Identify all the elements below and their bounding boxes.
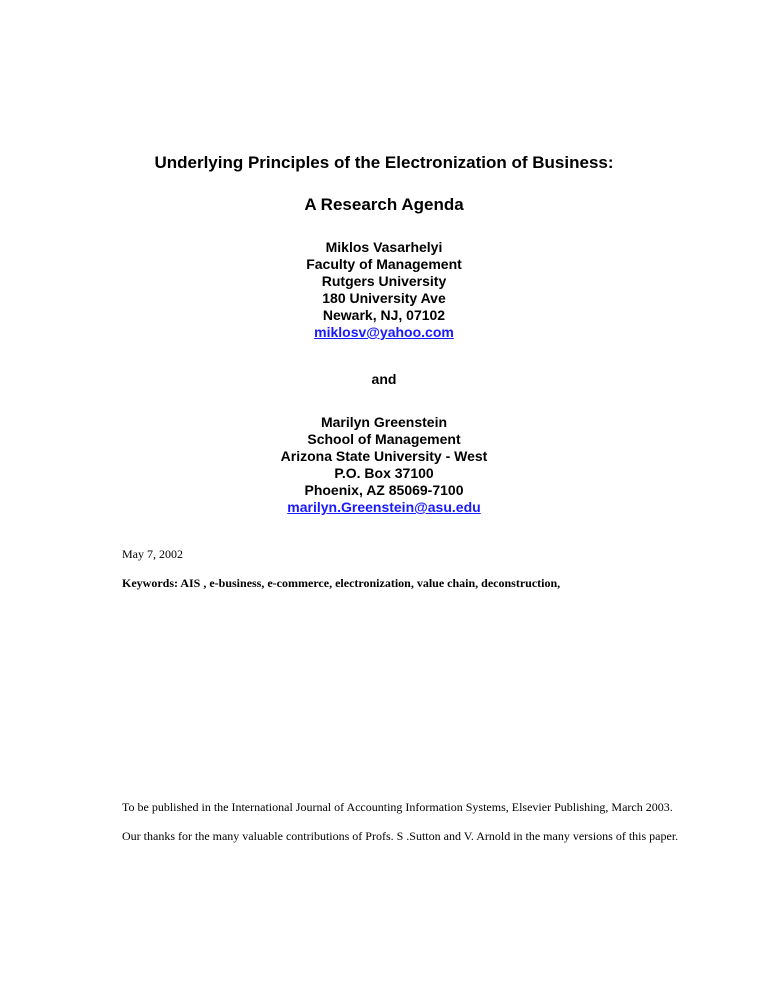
publication-note: To be published in the International Journal of Accounting Information Systems, Elsevier Publishing, March 2003.	[122, 800, 673, 814]
paper-title: Underlying Principles of the Electronization of Business:	[154, 153, 614, 172]
author-email-link[interactable]: marilyn.Greenstein@asu.edu	[287, 499, 481, 515]
author-department: School of Management	[307, 431, 461, 447]
author-block-2	[0, 414, 768, 516]
acknowledgements: Our thanks for the many valuable contributions of Profs. S .Sutton and V. Arnold in the many versions of this paper.	[122, 829, 679, 843]
author-city: Phoenix, AZ 85069-7100	[304, 482, 464, 498]
author-street: 180 University Ave	[322, 290, 446, 306]
author-name: Miklos Vasarhelyi	[325, 239, 443, 255]
author-email-link[interactable]: miklosv@yahoo.com	[314, 324, 454, 340]
author-university: Arizona State University - West	[280, 448, 488, 464]
author-block-1	[0, 239, 768, 341]
author-city: Newark, NJ, 07102	[322, 307, 446, 323]
paper-subtitle: A Research Agenda	[304, 195, 464, 214]
paper-date: May 7, 2002	[122, 547, 183, 561]
author-street: P.O. Box 37100	[334, 465, 434, 481]
and-separator: and	[371, 371, 397, 387]
keywords-line: Keywords: AIS , e-business, e-commerce, electronization, value chain, deconstruction,	[122, 576, 561, 590]
author-university: Rutgers University	[321, 273, 447, 289]
author-department: Faculty of Management	[306, 256, 462, 272]
author-name: Marilyn Greenstein	[320, 414, 448, 430]
